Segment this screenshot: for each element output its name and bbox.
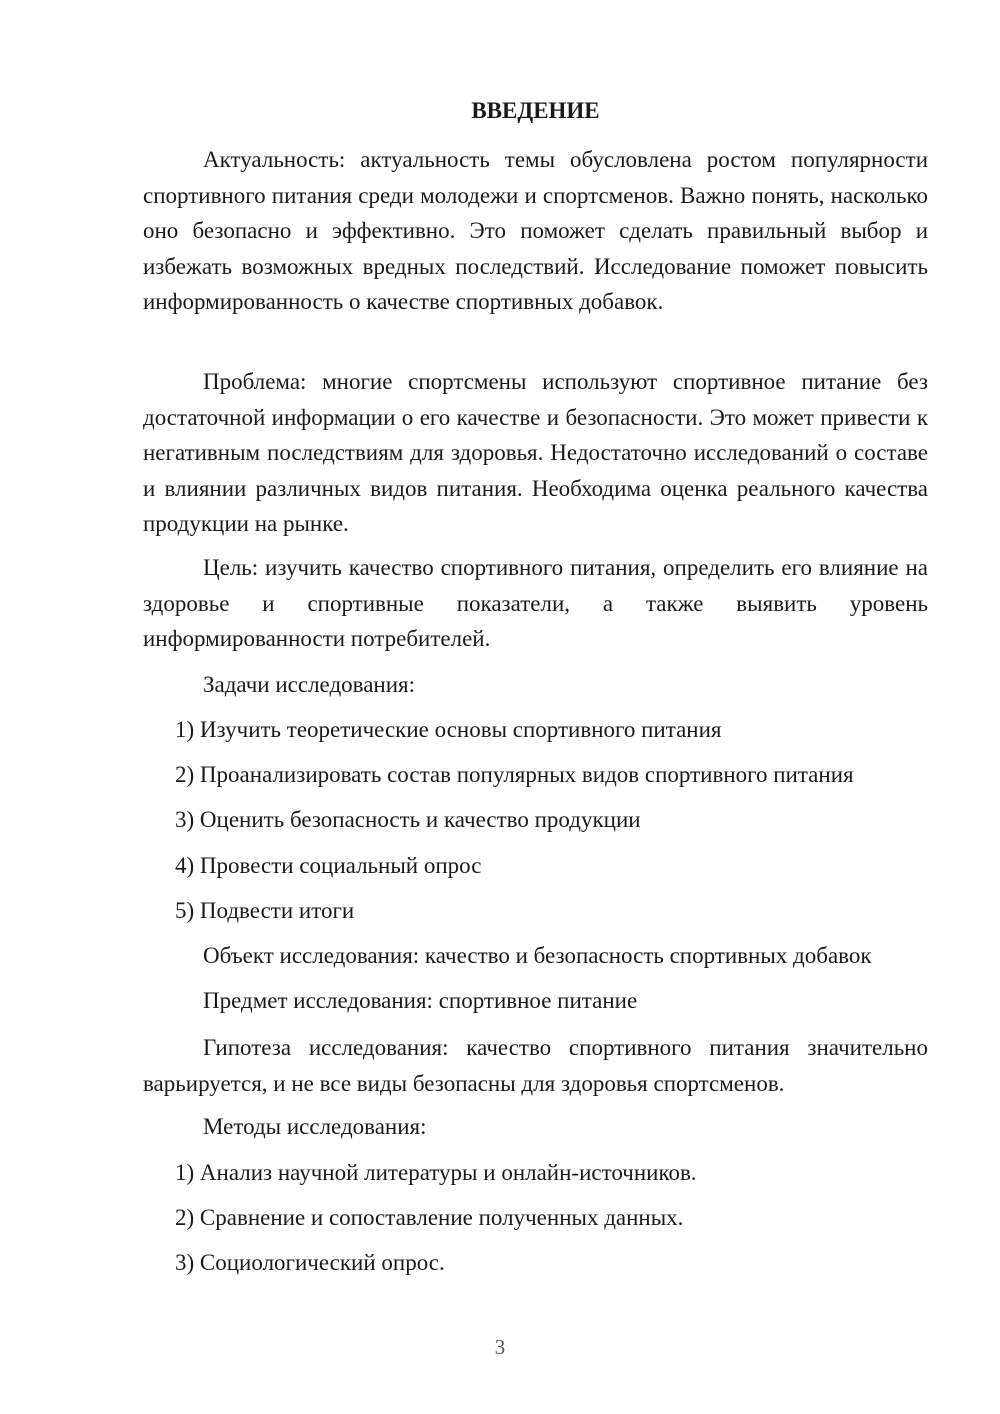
page-number: 3 xyxy=(494,1335,506,1359)
tasks-heading: Задачи исследования: xyxy=(203,672,416,697)
method-item: 2) Сравнение и сопоставление полученных данных. xyxy=(175,1205,684,1230)
task-item: 3) Оценить безопасность и качество продукции xyxy=(175,807,641,832)
method-item: 1) Анализ научной литературы и онлайн-источников. xyxy=(175,1160,697,1185)
object-line: Объект исследования: качество и безопасность спортивных добавок xyxy=(203,943,872,968)
method-item: 3) Социологический опрос. xyxy=(175,1250,445,1275)
subject-line: Предмет исследования: спортивное питание xyxy=(203,988,638,1013)
goal-paragraph: Цель: изучить качество спортивного питания, определить его влияние на здоровье и спортивные показатели, а также выявить уровень информированности потребителей. xyxy=(143,555,928,651)
methods-heading: Методы исследования: xyxy=(203,1114,427,1139)
page-title: ВВЕДЕНИЕ xyxy=(471,98,600,123)
hypothesis-paragraph: Гипотеза исследования: качество спортивного питания значительно варьируется, и не все виды безопасны для здоровья спортсменов. xyxy=(143,1035,928,1096)
problem-paragraph: Проблема: многие спортсмены используют спортивное питание без достаточной информации о его качестве и безопасности. Это может привести к негативным последствиям для здоровья. Недостаточно исследований о составе и влиянии различных видов питания. Необходима оценка реального качества продукции на рынке. xyxy=(143,369,928,536)
task-item: 4) Провести социальный опрос xyxy=(175,853,482,878)
relevance-paragraph: Актуальность: актуальность темы обусловлена ростом популярности спортивного питания среди молодежи и спортсменов. Важно понять, насколько оно безопасно и эффективно. Это поможет сделать правильный выбор и избежать возможных вредных последствий. Исследование поможет повысить информированность о качестве спортивных добавок. xyxy=(143,147,928,314)
task-item: 1) Изучить теоретические основы спортивного питания xyxy=(175,717,722,742)
task-item: 5) Подвести итоги xyxy=(175,898,355,923)
task-item: 2) Проанализировать состав популярных видов спортивного питания xyxy=(175,762,854,787)
